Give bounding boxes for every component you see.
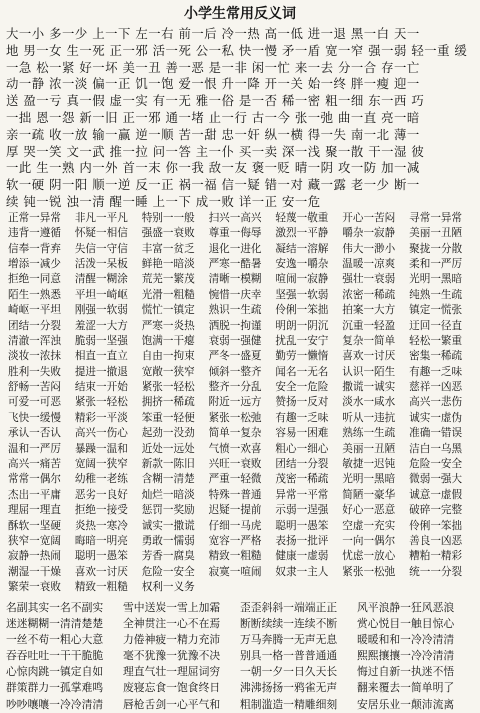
antonym-pair: 失信一守信 — [74, 242, 128, 255]
word-grid-row — [6, 319, 474, 334]
idiom-pair: 迷迷糊糊一清清楚楚 — [6, 616, 104, 630]
antonym-pair: 扰乱一安宁 — [275, 334, 329, 347]
page-title: 小学生常用反义词 — [184, 6, 296, 22]
antonym-pair: 撒谎一诚实 — [342, 381, 396, 394]
antonym-pair: 丰富一贫乏 — [141, 242, 195, 255]
antonym-pair: 简单一复杂 — [208, 427, 262, 440]
idiom-pair: 全神贯注一心不在焉 — [123, 616, 221, 630]
antonym-pair: 高兴一伤心 — [74, 427, 128, 440]
antonym-pair: 淡妆一浓抹 — [8, 350, 61, 363]
antonym-pair: 紧张一轻松 — [74, 396, 128, 409]
antonym-pair: 简陋一豪华 — [342, 488, 396, 501]
antonym-pair: 增添一减少 — [8, 257, 61, 270]
antonym-pair: 有趣一乏味 — [275, 411, 329, 424]
antonym-pair: 炎热一寒冷 — [74, 519, 128, 532]
antonym-pair: 慌忙一镇定 — [141, 304, 195, 317]
idiom-pair: 暖暖和和一冷冷清清 — [357, 632, 455, 646]
antonym-pair: 清澈一浑浊 — [8, 334, 61, 347]
antonym-pair: 高兴一悲伤 — [409, 396, 463, 409]
antonym-pair: 诚意一虚假 — [409, 488, 463, 501]
antonym-pair: 兴旺一衰败 — [208, 458, 262, 471]
idiom-pair: 唇枪舌剑一心平气和 — [123, 697, 221, 711]
word-grid-row — [6, 503, 474, 518]
antonym-pair: 退化一进化 — [208, 242, 262, 255]
antonym-pair: 理屈一理直 — [8, 504, 61, 517]
antonym-pair: 严冬一盛夏 — [208, 350, 262, 363]
antonym-pair: 气愤一欢喜 — [208, 442, 262, 455]
antonym-pair: 脆弱一坚强 — [74, 334, 128, 347]
antonym-pair: 茂密一稀疏 — [275, 473, 329, 486]
paragraph-line: 厚 哭一笑 文一武 推一拉 问一答 主一仆 买一卖 深一浅 聚一散 干一湿 彼 — [6, 143, 425, 159]
idiom-pair-grid — [6, 600, 474, 713]
idiom-pair: 吵吵嚷嚷一冷冷清清 — [6, 697, 104, 711]
antonym-pair: 危险一安全 — [409, 458, 463, 471]
word-pair-grid — [6, 211, 474, 596]
idiom-pair: 废寝忘食一饱食终日 — [123, 681, 221, 695]
antonym-pair — [340, 580, 407, 595]
antonym-pair: 寂静一热闹 — [8, 550, 61, 563]
antonym-pair: 晦暗一明亮 — [74, 534, 128, 547]
antonym-pair: 诚实一虚伪 — [409, 411, 463, 424]
word-grid-row — [6, 488, 474, 503]
antonym-pair: 温和一严厉 — [8, 442, 61, 455]
antonym-pair: 陌生一熟悉 — [8, 288, 61, 301]
idiom-pair: 沸沸扬扬一鸦雀无声 — [240, 681, 338, 695]
antonym-pair: 权利一义务 — [141, 581, 195, 594]
word-grid-row — [6, 242, 474, 257]
antonym-pair: 寻常一异常 — [409, 211, 463, 224]
antonym-pair: 拥挤一稀疏 — [141, 396, 195, 409]
antonym-pair: 勤劳一懒惰 — [275, 350, 329, 363]
idiom-pair: 粗制滥造一精雕细刻 — [240, 697, 338, 711]
paragraph-line: 一急 松一紧 好一坏 美一丑 善一恶 是一非 闲一忙 来一去 分一合 存一亡 — [6, 59, 420, 75]
antonym-pair: 闻名一无名 — [275, 365, 329, 378]
word-grid-row — [6, 303, 474, 318]
antonym-pair: 杰出一平庸 — [8, 488, 61, 501]
word-grid-row — [6, 549, 474, 564]
word-grid-row — [6, 272, 474, 287]
paragraph-line: 大一小 多一少 上一下 左一右 前一后 冷一热 高一低 进一退 黑一白 天一 — [6, 26, 420, 41]
antonym-pair: 粗心一细心 — [275, 442, 329, 455]
antonym-pair: 整齐一分乱 — [208, 381, 262, 394]
antonym-pair: 鲜艳一暗淡 — [141, 257, 195, 270]
antonym-pair: 附近一远方 — [208, 396, 262, 409]
antonym-pair: 坚强一软弱 — [275, 288, 329, 301]
idiom-pair: 万马奔腾一无声无息 — [240, 632, 338, 646]
antonym-pair: 洒脱一拘谨 — [208, 319, 262, 332]
antonym-pair: 洁白一乌黑 — [409, 442, 463, 455]
antonym-pair: 统一一分裂 — [409, 565, 463, 578]
antonym-pair: 喧闹一寂静 — [275, 273, 329, 286]
antonym-pair: 提进一撤退 — [74, 365, 128, 378]
idiom-pair: 赏心悦目一触目惊心 — [357, 616, 455, 630]
antonym-pair: 潮湿一干燥 — [8, 565, 61, 578]
antonym-pair: 起劲一没劲 — [141, 427, 195, 440]
word-grid-row — [6, 257, 474, 272]
idiom-pair: 断断续续一连续不断 — [240, 616, 338, 630]
antonym-pair: 严寒一炎热 — [141, 319, 195, 332]
idiom-pair: 力倦神疲一精力充沛 — [123, 632, 221, 646]
antonym-pair — [207, 580, 274, 595]
word-grid-row — [6, 472, 474, 487]
antonym-pair: 舒畅一苦闷 — [8, 381, 61, 394]
paragraph-line: 地 男一女 生一死 正一邪 活一死 公一私 快一慢 矛一盾 宽一窄 强一弱 轻一重 缓 — [6, 42, 468, 58]
antonym-pair: 示弱一逞强 — [275, 504, 329, 517]
word-grid-row — [6, 580, 474, 595]
antonym-pair: 崎岖一平坦 — [8, 304, 61, 317]
antonym-pair: 强壮一衰弱 — [342, 273, 396, 286]
antonym-pair: 复杂一简单 — [342, 334, 396, 347]
antonym-pair: 轻松一繁重 — [409, 334, 463, 347]
antonym-pair: 精致一粗糙 — [74, 581, 128, 594]
antonym-pair — [273, 580, 340, 595]
idiom-pair: 一丝不苟一粗心大意 — [6, 632, 104, 646]
word-grid-row — [6, 442, 474, 457]
antonym-pair: 清晰一模糊 — [208, 273, 262, 286]
antonym-pair: 开心一苦闷 — [342, 211, 396, 224]
antonym-pair: 精致一粗糙 — [208, 550, 262, 563]
antonym-pair: 新款一陈旧 — [141, 458, 195, 471]
antonym-pair: 紧张一松弛 — [208, 411, 262, 424]
antonym-pair: 纯熟一生疏 — [409, 288, 463, 301]
idiom-row — [6, 680, 474, 696]
antonym-pair: 糟粕一精彩 — [409, 550, 463, 563]
antonym-pair: 奴隶一主人 — [275, 565, 329, 578]
antonym-pair: 诚实一撒谎 — [141, 519, 195, 532]
antonym-pair: 聪明一愚笨 — [74, 550, 128, 563]
word-grid-row — [6, 565, 474, 580]
antonym-pair: 淡水一咸水 — [342, 396, 396, 409]
antonym-pair: 镇定一慌张 — [409, 304, 463, 317]
antonym-pair: 破碎一完整 — [409, 504, 463, 517]
antonym-pair: 健康一虚弱 — [275, 550, 329, 563]
antonym-pair: 准确一错误 — [409, 427, 463, 440]
antonym-pair: 暴躁一温和 — [74, 442, 128, 455]
paragraph-line: 一此 生一熟 内一外 首一末 你一我 敌一友 褒一贬 晴一阴 攻一防 加一减 — [6, 160, 420, 176]
idiom-pair: 毫不犹豫一犹豫不决 — [123, 649, 221, 663]
antonym-pair: 宽容一严格 — [208, 534, 262, 547]
antonym-pair: 相直一直立 — [74, 350, 128, 363]
word-grid-row — [6, 288, 474, 303]
antonym-pair: 笨重一轻便 — [141, 411, 195, 424]
idiom-row — [6, 632, 474, 648]
antonym-pair: 空虚一充实 — [342, 519, 396, 532]
antonym-pair: 惋惜一庆幸 — [208, 288, 262, 301]
antonym-pair: 安全一危险 — [275, 381, 329, 394]
antonym-pair: 倾斜一整齐 — [208, 365, 262, 378]
antonym-pair: 尊重一侮辱 — [208, 227, 262, 240]
idiom-pair: 吞吞吐吐一干干脆脆 — [6, 649, 104, 663]
antonym-pair: 仔细一马虎 — [208, 519, 262, 532]
antonym-pair: 胜利一失败 — [8, 365, 61, 378]
antonym-pair: 凝结一溶解 — [275, 242, 329, 255]
antonym-pair: 勇敢一懦弱 — [141, 534, 195, 547]
antonym-pair: 芳香一腐臭 — [141, 550, 195, 563]
antonym-pair: 喜欢一讨厌 — [74, 565, 128, 578]
idiom-pair: 安居乐业一颠沛流离 — [357, 697, 455, 711]
antonym-pair: 容易一困难 — [275, 427, 329, 440]
antonym-pair: 饱满一干瘪 — [141, 334, 195, 347]
antonym-pair: 严寒一酷暑 — [208, 257, 262, 270]
antonym-pair: 熟练一生疏 — [342, 427, 396, 440]
antonym-pair: 善良一凶恶 — [409, 534, 463, 547]
antonym-pair: 伶俐一笨拙 — [409, 519, 463, 532]
antonym-pair: 聚拢一分散 — [409, 242, 463, 255]
antonym-pair: 赞扬一反对 — [275, 396, 329, 409]
antonym-pair: 喜欢一讨厌 — [342, 350, 396, 363]
antonym-pair: 迟疑一提前 — [208, 504, 262, 517]
antonym-pair: 伶俐一笨拙 — [275, 304, 329, 317]
word-grid-row — [6, 334, 474, 349]
antonym-pair: 高兴一痛苦 — [8, 458, 61, 471]
antonym-pair: 结束一开始 — [74, 381, 128, 394]
antonym-pair: 有趣一乏味 — [409, 365, 463, 378]
idiom-row — [6, 616, 474, 632]
antonym-pair: 聪明一愚笨 — [275, 519, 329, 532]
antonym-pair: 含糊一清楚 — [141, 473, 195, 486]
antonym-pair: 危险一安全 — [141, 565, 195, 578]
antonym-pair — [407, 580, 474, 595]
idiom-row — [6, 664, 474, 680]
antonym-pair: 自由一拘束 — [141, 350, 195, 363]
antonym-pair: 表扬一批评 — [275, 534, 329, 547]
antonym-pair: 明朗一阴沉 — [275, 319, 329, 332]
idiom-pair: 名副其实一名不副实 — [6, 600, 104, 614]
antonym-pair: 飞快一缓慢 — [8, 411, 61, 424]
antonym-pair: 惩罚一奖励 — [141, 504, 195, 517]
antonym-pair: 非凡一平凡 — [74, 211, 128, 224]
antonym-pair: 拍案一大方 — [342, 304, 396, 317]
antonym-pair: 美丽一丑陋 — [409, 227, 463, 240]
idiom-row — [6, 600, 474, 616]
antonym-pair: 光明一黑暗 — [409, 273, 463, 286]
antonym-pair: 好心一恶意 — [342, 504, 396, 517]
idiom-pair: 翻来覆去一简单明了 — [357, 681, 455, 695]
antonym-pair: 活泼一呆板 — [74, 257, 128, 270]
antonym-pair: 宽阔一狭窄 — [74, 458, 128, 471]
antonym-pair: 狭窄一宽阔 — [8, 534, 61, 547]
antonym-pair: 光明一黑暗 — [342, 473, 396, 486]
antonym-pair: 繁荣一衰败 — [8, 581, 61, 594]
antonym-pair: 浓密一稀疏 — [342, 288, 396, 301]
word-grid-row — [6, 211, 474, 226]
idiom-pair: 群策群力一孤掌难鸣 — [6, 681, 104, 695]
antonym-pair: 近处一远处 — [141, 442, 195, 455]
antonym-pair: 寂寞一喧闹 — [208, 565, 262, 578]
antonym-pair: 团结一分裂 — [275, 458, 329, 471]
antonym-pair: 特别一一般 — [141, 211, 195, 224]
antonym-pair: 怀疑一相信 — [74, 227, 128, 240]
antonym-pair: 严重一轻微 — [208, 473, 262, 486]
word-grid-row — [6, 457, 474, 472]
antonym-pair: 平坦一崎岖 — [74, 288, 128, 301]
idiom-pair: 雪中送炭一雪上加霜 — [123, 600, 221, 614]
antonym-pair: 清醒一糊涂 — [74, 273, 128, 286]
antonym-pair: 紧张一轻松 — [141, 381, 195, 394]
word-grid-row — [6, 365, 474, 380]
paragraph-line: 动一静 浓一淡 偏一正 饥一饱 爱一恨 升一降 开一关 始一终 胖一瘦 迎一 — [6, 76, 420, 92]
antonym-pair: 荒芜一繁茂 — [141, 273, 195, 286]
antonym-pair: 安逸一嚼杂 — [275, 257, 329, 270]
antonym-pair: 拒绝一接受 — [74, 504, 128, 517]
word-grid-row — [6, 380, 474, 395]
paragraph-line: 亲一疏 收一放 输一赢 逆一顺 苦一甜 忠一奸 纵一横 得一失 南一北 薄一 — [6, 126, 420, 142]
idiom-pair: 歪歪斜斜一端端正正 — [240, 600, 338, 614]
paragraph-line: 续 钝一锐 浊一清 醒一睡 上一下 成一败 详一正 安一危 — [6, 193, 321, 209]
antonym-pair: 熟识一生疏 — [208, 304, 262, 317]
antonym-pair: 微弱一强大 — [409, 473, 463, 486]
antonym-pair: 异常一平常 — [275, 488, 329, 501]
antonym-pair: 恶劣一良好 — [74, 488, 128, 501]
antonym-pair: 美丽一丑陋 — [342, 442, 396, 455]
antonym-pair: 酥软一坚硬 — [8, 519, 61, 532]
idiom-pair: 别具一格一普普通通 — [240, 649, 338, 663]
antonym-pair: 迂回一径直 — [409, 319, 463, 332]
antonym-pair: 精彩一平淡 — [74, 411, 128, 424]
idiom-pair: 悔过自新一执迷不悟 — [357, 665, 455, 679]
idiom-pair: 心惊肉跳一镇定自如 — [6, 665, 104, 679]
antonym-pair: 密集一稀疏 — [409, 350, 463, 363]
antonym-pair: 羞涩一大方 — [74, 319, 128, 332]
antonym-pair: 温暖一凉爽 — [342, 257, 396, 270]
paragraph-line: 一拙 恩一怨 新一旧 正一邪 通一堵 止一行 古一今 张一弛 曲一直 亮一暗 — [6, 109, 420, 125]
word-grid-row — [6, 534, 474, 549]
antonym-pair: 嚼杂一寂静 — [342, 227, 396, 240]
antonym-pair: 强盛一衰败 — [141, 227, 195, 240]
word-grid-row — [6, 426, 474, 441]
antonym-pair: 常常一偶尔 — [8, 473, 61, 486]
idiom-row — [6, 648, 474, 664]
antonym-pair: 柔和一严厉 — [409, 257, 463, 270]
word-grid-row — [6, 226, 474, 241]
antonym-pair: 敏捷一迟钝 — [342, 458, 396, 471]
antonym-pair: 灿烂一暗淡 — [141, 488, 195, 501]
antonym-pair: 团结一分裂 — [8, 319, 61, 332]
idiom-pair: 风平浪静一狂风恶浪 — [357, 600, 455, 614]
idiom-pair: 理直气壮一理屈词穷 — [123, 665, 221, 679]
antonym-pair: 认识一陌生 — [342, 365, 396, 378]
antonym-pair: 沉重一轻盈 — [342, 319, 396, 332]
idiom-pair: 一朝一夕一日久天长 — [240, 665, 338, 679]
paragraph-line: 送 盈一亏 真一假 虚一实 有一无 雅一俗 是一否 稀一密 粗一细 东一西 巧 — [6, 93, 425, 109]
antonym-pair: 轻蔑一敬重 — [275, 211, 329, 224]
antonym-paragraph — [6, 26, 474, 211]
antonym-pair: 扫兴一高兴 — [208, 211, 262, 224]
antonym-pair: 特殊一普通 — [208, 488, 262, 501]
antonym-pair: 听从一违抗 — [342, 411, 396, 424]
word-grid-row — [6, 519, 474, 534]
paragraph-line: 软一硬 阴一阳 顺一逆 反一正 祸一福 信一疑 错一对 藏一露 老一少 断一 — [6, 177, 420, 193]
antonym-pair: 激烈一平静 — [275, 227, 329, 240]
antonym-pair: 刚强一软弱 — [74, 304, 128, 317]
word-grid-row — [6, 395, 474, 410]
antonym-pair: 幼稚一老练 — [74, 473, 128, 486]
antonym-pair: 伟大一渺小 — [342, 242, 396, 255]
antonym-pair: 信奉一背弃 — [8, 242, 61, 255]
antonym-pair: 慈祥一凶恶 — [409, 381, 463, 394]
word-grid-row — [6, 349, 474, 364]
idiom-row — [6, 697, 474, 713]
antonym-pair: 衰弱一强健 — [208, 334, 262, 347]
word-grid-row — [6, 411, 474, 426]
antonym-pair: 承认一否认 — [8, 427, 61, 440]
antonym-pair: 可爱一可恶 — [8, 396, 61, 409]
antonym-pair: 一向一偶尔 — [342, 534, 396, 547]
antonym-pair: 紧张一松弛 — [342, 565, 396, 578]
antonym-pair: 违背一遵循 — [8, 227, 61, 240]
idiom-pair: 熙熙攘攘一冷冷清清 — [357, 649, 455, 663]
antonym-pair: 光滑一粗糙 — [141, 288, 195, 301]
antonym-pair: 忧虑一放心 — [342, 550, 396, 563]
antonym-pair: 拒绝一同意 — [8, 273, 61, 286]
antonym-pair: 正常一异常 — [8, 211, 61, 224]
antonym-pair: 宽敞一狭窄 — [141, 365, 195, 378]
